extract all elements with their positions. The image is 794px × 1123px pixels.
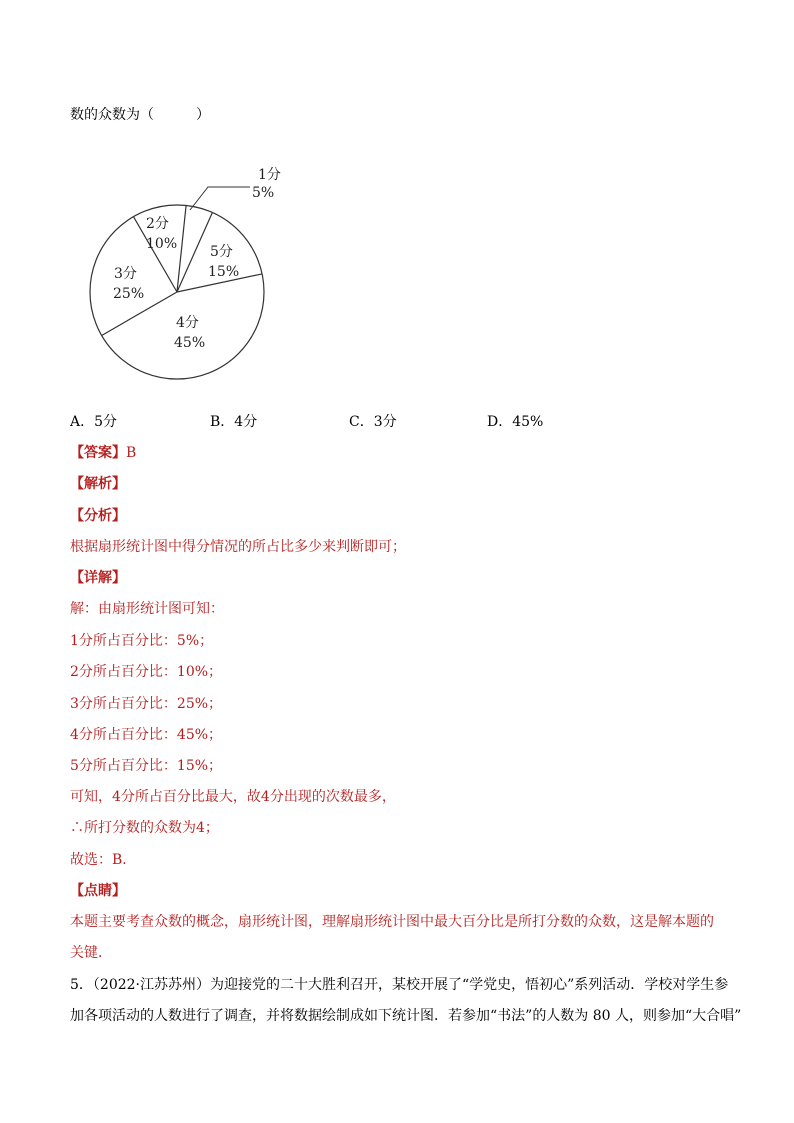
fenxi-tag: 【分析】 [70, 508, 126, 524]
option-c[interactable]: C．3分 [349, 414, 397, 430]
conclusion-line-2: ∴所打分数的众数为4； [70, 820, 219, 836]
slice-1-leader-line [190, 187, 250, 210]
detail-line [70, 631, 213, 651]
option-d[interactable]: D．45% [487, 414, 544, 430]
slice-4-name: 4分 [176, 315, 199, 331]
comment-tag: 【点睛】 [70, 883, 126, 899]
comment-line-1: 本题主要考查众数的概念，扇形统计图，理解扇形统计图中最大百分比是所打分数的众数，这是解本题的 [70, 914, 714, 930]
pie-chart [80, 155, 300, 395]
detail-prefix: 3分所占百分比： [70, 696, 177, 712]
detail-prefix: 4分所占百分比： [70, 727, 177, 743]
slice-3-percent: 25% [113, 286, 145, 302]
detail-value: 45%； [176, 727, 223, 743]
detail-value: 10%； [176, 664, 223, 680]
option-b[interactable]: B．4分 [210, 414, 258, 430]
question-5-line-2: 加各项活动的人数进行了调查，并将数据绘制成如下统计图．若参加“书法”的人数为 80 人，则参加“大合唱” [70, 1008, 742, 1024]
answer-tag: 【答案】 [70, 445, 126, 461]
detail-line [70, 662, 222, 682]
slice-1-percent: 5% [252, 185, 275, 201]
slice-1-name: 1分 [258, 167, 281, 183]
question-stem-tail: 数的众数为（ ） [70, 107, 210, 123]
slice-5-percent: 15% [208, 264, 240, 280]
detail-prefix: 2分所占百分比： [70, 664, 177, 680]
detail-value: 15%； [176, 758, 223, 774]
fenxi-text: 根据扇形统计图中得分情况的所占比多少来判断即可； [70, 539, 406, 555]
detail-prefix: 5分所占百分比： [70, 758, 177, 774]
slice-5-name: 5分 [210, 244, 233, 260]
answer-value: B [126, 445, 137, 461]
conclusion-line-1: 可知，4分所占百分比最大，故4分出现的次数最多， [70, 789, 396, 805]
detail-tag: 【详解】 [70, 570, 126, 586]
slice-4-percent: 45% [174, 335, 206, 351]
detail-value: 5%； [176, 633, 214, 649]
comment-line-2: 关键． [70, 945, 112, 961]
detail-value: 25%； [176, 696, 223, 712]
option-a[interactable]: A．5分 [70, 414, 118, 430]
detail-intro: 解：由扇形统计图可知： [70, 601, 224, 617]
slice-3-name: 3分 [114, 266, 137, 282]
detail-line [70, 694, 222, 714]
slice-2-name: 2分 [146, 216, 169, 232]
slice-2-percent: 10% [146, 236, 178, 252]
detail-line [70, 725, 222, 745]
detail-prefix: 1分所占百分比： [70, 633, 177, 649]
detail-line [70, 756, 222, 776]
choose-line: 故选：B． [70, 852, 137, 868]
analysis-tag: 【解析】 [70, 476, 126, 492]
answer-line [70, 443, 136, 463]
question-5-line-1: 5．（2022·江苏苏州）为迎接党的二十大胜利召开，某校开展了“学党史，悟初心”系列活动．学校对学生参 [70, 977, 729, 993]
